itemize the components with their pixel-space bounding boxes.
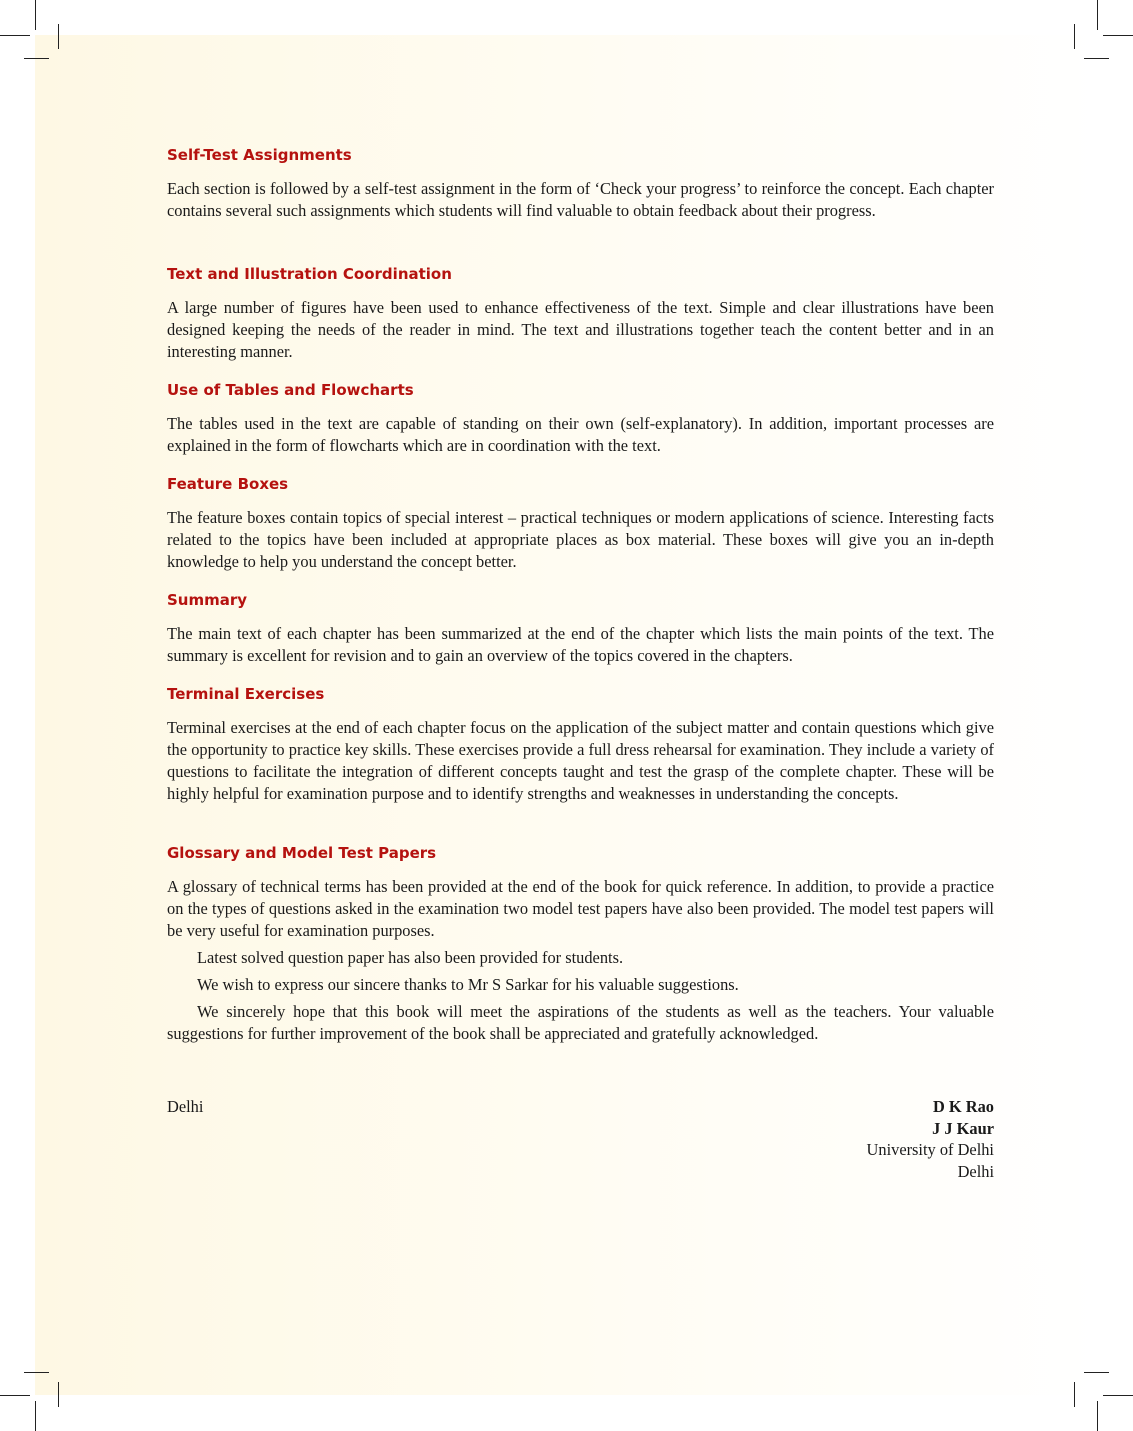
section-self-test xyxy=(167,145,994,222)
section-tables-flowcharts xyxy=(167,380,994,457)
section-heading: Feature Boxes xyxy=(167,475,289,493)
section-body: The feature boxes contain topics of special interest – practical techniques or modern applications of science. Interesting facts related to the topics have been included at appropriate places as box material. These boxes will give you an in-depth knowledge to help you understand the concept better. xyxy=(167,508,994,571)
crop-mark xyxy=(1103,1395,1133,1396)
section-terminal-exercises xyxy=(167,684,994,805)
crop-mark xyxy=(1084,58,1109,59)
crop-mark xyxy=(1074,24,1075,49)
signature-block xyxy=(867,1096,994,1182)
author-name: D K Rao xyxy=(932,1097,994,1116)
section-summary xyxy=(167,590,994,667)
crop-mark xyxy=(58,24,59,49)
crop-mark xyxy=(35,1401,36,1431)
section-heading: Terminal Exercises xyxy=(167,685,325,703)
section-heading: Use of Tables and Flowcharts xyxy=(167,381,414,399)
section-heading: Text and Illustration Coordination xyxy=(167,265,452,283)
crop-mark xyxy=(1084,1372,1109,1373)
author-city: Delhi xyxy=(957,1161,994,1181)
author-affiliation: University of Delhi xyxy=(866,1140,994,1160)
section-body: A large number of figures have been used to enhance effectiveness of the text. Simple and clear illustrations have been designed keeping the needs of the reader in mind. The text and illustrations together teach the content better and in an interesting manner. xyxy=(167,298,994,361)
section-heading: Self-Test Assignments xyxy=(167,146,352,164)
section-body: Each section is followed by a self-test assignment in the form of ‘Check your progress’ to reinforce the concept. Each chapter contains several such assignments which students will find valuable to obtain feedback about their progress. xyxy=(167,179,994,220)
author-name: J J Kaur xyxy=(932,1118,994,1138)
crop-mark xyxy=(58,1382,59,1407)
closing-paragraph: We sincerely hope that this book will meet the aspirations of the students as well as the teachers. Your valuable suggestions for further improvement of the book shall be appreciated and gratefully acknowledged. xyxy=(167,1002,994,1043)
crop-mark xyxy=(24,58,49,59)
crop-mark xyxy=(0,1395,30,1396)
crop-mark xyxy=(0,35,30,36)
section-glossary xyxy=(167,843,994,1045)
closing-paragraph: Latest solved question paper has also been provided for students. xyxy=(197,948,624,967)
section-body: Terminal exercises at the end of each chapter focus on the application of the subject matter and contain questions which give the opportunity to practice key skills. These exercises provide a full dress rehearsal for examination. They include a variety of questions to facilitate the integration of different concepts taught and test the grasp of the complete chapter. These will be highly helpful for examination purpose and to identify strengths and weaknesses in understanding the concepts. xyxy=(167,718,994,803)
crop-mark xyxy=(1097,1401,1098,1431)
section-body: The tables used in the text are capable of standing on their own (self-explanatory). In addition, important processes are explained in the form of flowcharts which are in coordination with the text. xyxy=(167,414,994,455)
section-body: A glossary of technical terms has been provided at the end of the book for quick reference. In addition, to provide a practice on the types of questions asked in the examination two model test papers have also been provided. The model test papers will be very useful for examination purposes. xyxy=(167,877,994,940)
section-text-illustration xyxy=(167,264,994,363)
crop-mark xyxy=(1103,35,1133,36)
closing-paragraph: We wish to express our sincere thanks to Mr S Sarkar for his valuable suggestions. xyxy=(197,975,739,994)
section-body: The main text of each chapter has been summarized at the end of the chapter which lists the main points of the text. The summary is excellent for revision and to gain an overview of the topics covered in the chapters. xyxy=(167,624,994,665)
signature-place: Delhi xyxy=(167,1097,204,1116)
crop-mark xyxy=(24,1372,49,1373)
section-feature-boxes xyxy=(167,474,994,573)
crop-mark xyxy=(35,0,36,30)
section-heading: Glossary and Model Test Papers xyxy=(167,844,437,862)
crop-mark xyxy=(1097,0,1098,30)
crop-mark xyxy=(1074,1382,1075,1407)
section-heading: Summary xyxy=(167,591,248,609)
